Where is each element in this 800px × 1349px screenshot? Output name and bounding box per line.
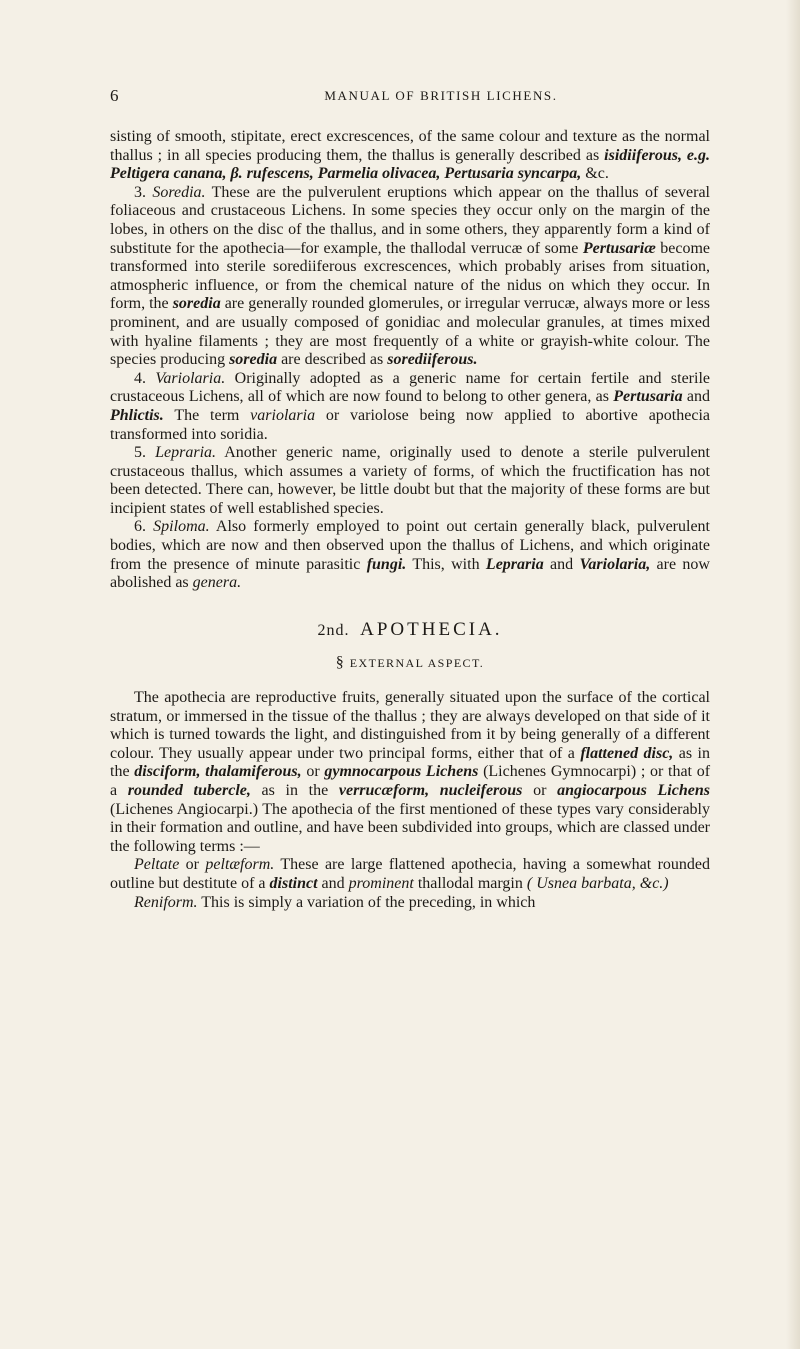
emphasis: distinct <box>269 874 318 892</box>
emphasis: Lepraria <box>485 555 544 573</box>
item-heading: Peltate <box>134 856 180 874</box>
text-run: The apothecia are reproductive fruits, generally situated upon the surface of the cortical stratum, or immersed in the tissue of the thallus ; they are always developed on that side of it which is turned towards the light, and distinguished from it by being generally of a different colour. They usually appear under two principal forms, either that of a <box>110 689 710 762</box>
emphasis: ( Usnea barbata, &c.) <box>526 874 669 892</box>
item-heading: Reniform. <box>134 893 198 911</box>
emphasis: disciform, thalamiferous, <box>134 763 302 781</box>
paragraph-reniform <box>110 894 710 913</box>
paragraph-lepraria <box>110 444 710 518</box>
page-number: 6 <box>110 86 119 105</box>
subsection-title: EXTERNAL ASPECT. <box>349 656 485 671</box>
emphasis: Variolaria, <box>579 555 651 573</box>
text-run: &c. <box>581 165 609 183</box>
emphasis: fungi. <box>366 555 407 573</box>
text-run: and <box>682 388 711 406</box>
text-run: The term <box>163 406 251 424</box>
emphasis: peltæform. <box>205 856 275 874</box>
text-run: thallodal margin <box>413 874 527 892</box>
text-run: are described as <box>277 351 388 369</box>
paragraph-variolaria <box>110 370 710 444</box>
text-run: (Lichenes Gymnocarpi) ; or that of a <box>110 763 711 799</box>
section-mark: § <box>335 654 344 672</box>
emphasis: soredia <box>172 295 221 313</box>
paragraph-spiloma <box>110 518 710 592</box>
text-run: as in the <box>250 782 339 799</box>
running-head: MANUAL OF BRITISH LICHENS. <box>324 88 558 103</box>
text-run: Another generic name, originally used to denote a sterile pulverulent crustaceous thallus, which assumes a variety of forms, of which the fructification has not been detected. There can, however, be little doubt but that the majority of these forms are but incipient states of well established species. <box>110 444 711 517</box>
item-number: 5. <box>134 444 156 462</box>
text-run: These are large flattened apothecia, having a somewhat rounded outline but destitute of a <box>110 856 710 892</box>
text-run: become transformed into sterile sorediiferous excrescences, which probably arises from situation, atmospheric influence, or from the chemical nature of the nidus on which they occur. In form, the <box>110 239 710 313</box>
text-run: or <box>522 782 558 799</box>
text-run: or <box>179 856 206 874</box>
emphasis: gymnocarpous Lichens <box>324 763 479 781</box>
text-run: Also formerly employed to point out certain generally black, pulverulent bodies, which are now and then observed upon the thallus of Lichens, and which originate from the presence of minute parasitic <box>110 518 711 573</box>
page-body <box>110 128 710 912</box>
text-run: and <box>543 555 580 573</box>
paragraph-peltate <box>110 856 710 893</box>
emphasis: sorediiferous. <box>387 351 478 369</box>
emphasis: Pertusariæ <box>582 239 656 257</box>
emphasis: Pertusaria <box>613 388 683 406</box>
text-run: are generally rounded glomerules, or irregular verrucæ, always more or less prominent, and are usually composed of gonidiac and molecular granules, at times mixed with hyaline filaments ; they are most frequently of a white or grayish-white colour. The species producing <box>110 295 710 369</box>
emphasis: verrucæform, nucleiferous <box>338 782 523 799</box>
section-ordinal: 2nd. <box>317 621 350 639</box>
text-run: This, with <box>406 555 486 573</box>
text-run: as in the <box>110 744 710 781</box>
section-heading <box>110 618 710 641</box>
emphasis: prominent <box>348 874 414 892</box>
paragraph-apothecia <box>110 689 710 856</box>
item-number: 3. <box>134 183 153 201</box>
paragraph-isidia-continued <box>110 128 710 184</box>
text-run: (Lichenes Angiocarpi.) The apothecia of the first mentioned of these types vary considerably in their formation and outline, and have been subdivided into groups, which are classed under the following terms :— <box>110 800 710 855</box>
text-run: These are the pulverulent eruptions which appear on the thallus of several foliaceous and crustaceous Lichens. In some species they occur only on the margin of the lobes, in others on the disc of the thallus, and in some others, they apparently form a kind of substitute for the apothecia—for example, the thallodal verrucæ of some <box>110 183 711 257</box>
item-heading: Spiloma. <box>153 518 210 536</box>
item-heading: Variolaria. <box>155 369 226 387</box>
emphasis: angiocarpous Lichens <box>557 782 710 799</box>
emphasis: flattened disc, <box>580 744 674 762</box>
emphasis: rounded tubercle, <box>127 782 251 799</box>
emphasis: genera. <box>192 574 242 592</box>
emphasis: variolaria <box>250 406 316 424</box>
text-run: or variolose being now applied to abortive apothecia transformed into soridia. <box>110 406 711 443</box>
item-heading: Soredia. <box>152 183 206 201</box>
text-run: This is simply a variation of the preceding, in which <box>197 893 536 911</box>
page-header <box>110 86 710 108</box>
section-title: APOTHECIA. <box>360 618 503 640</box>
text-run: and <box>317 874 349 892</box>
emphasis: soredia <box>229 351 278 369</box>
text-run: or <box>301 763 325 781</box>
page-edge-shadow <box>786 0 800 1349</box>
item-number: 6. <box>134 518 154 536</box>
text-run: sisting of smooth, stipitate, erect excrescences, of the same colour and texture as the normal thallus ; in all species producing them, the thallus is generally described as <box>110 128 710 164</box>
paragraph-soredia <box>110 184 710 370</box>
item-heading: Lepraria. <box>155 444 217 462</box>
item-number: 4. <box>134 369 156 387</box>
text-run: Originally adopted as a generic name for certain fertile and sterile crustaceous Lichens, all of which are now found to belong to other genera, as <box>110 369 710 406</box>
subsection-heading <box>110 654 710 673</box>
emphasis: Phlictis. <box>110 406 164 424</box>
text-run: are now abolished as <box>110 555 710 592</box>
emphasis: isidiiferous, e.g. Peltigera canana, β. rufescens, Parmelia olivacea, Pertusaria syncarpa, <box>110 146 711 183</box>
